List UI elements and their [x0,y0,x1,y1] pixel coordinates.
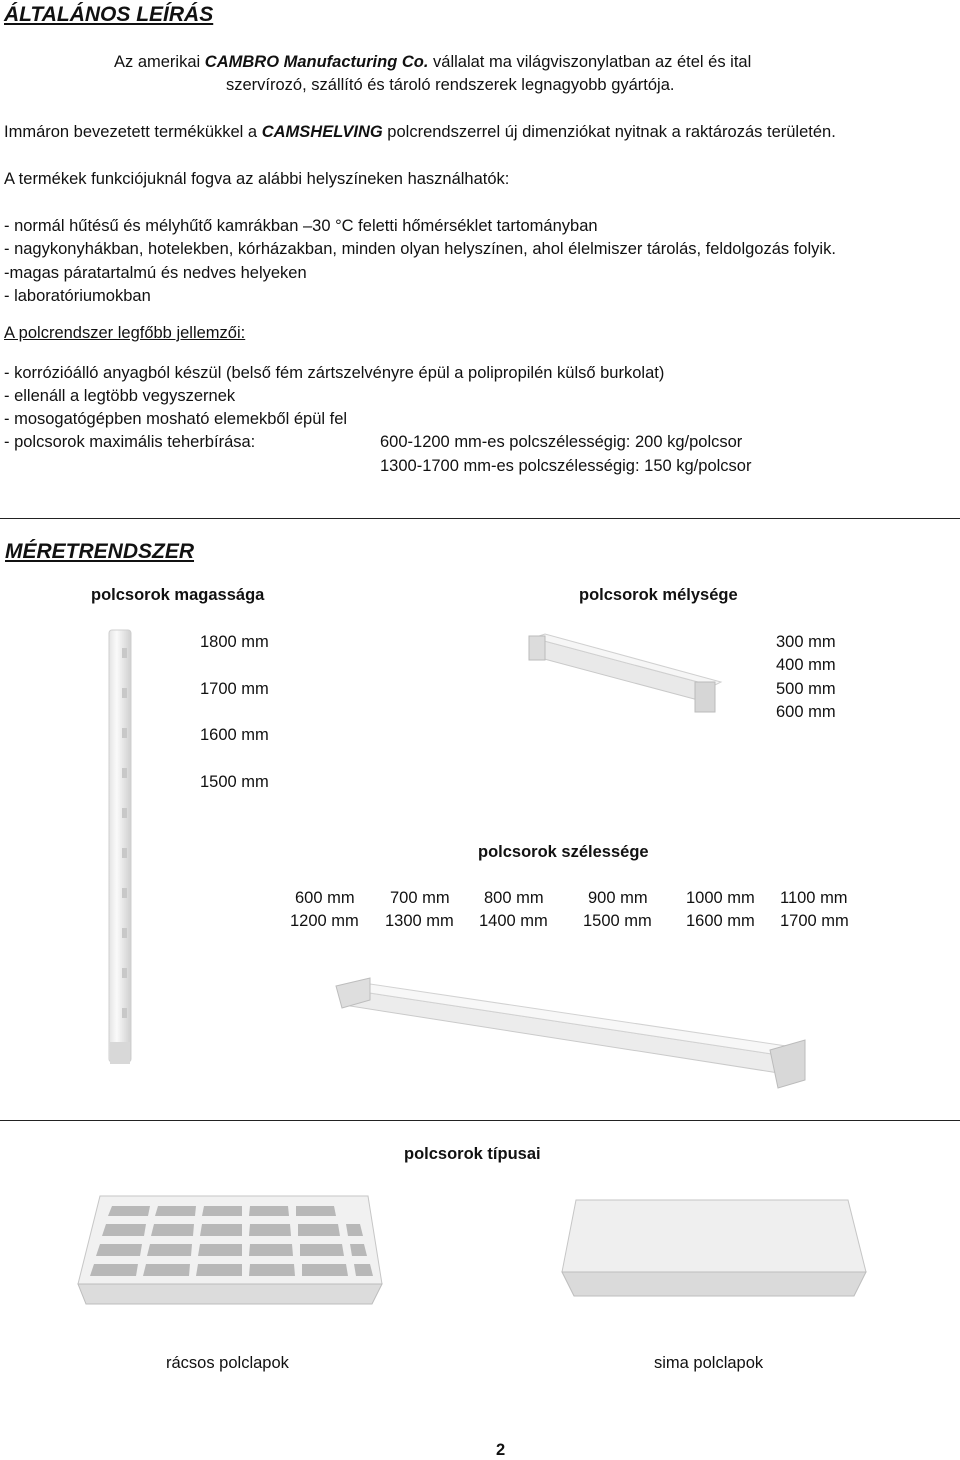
solid-shelf-image [556,1196,876,1306]
cambro-brand: CAMBRO Manufacturing Co. [204,53,429,71]
intro-text-a: Az amerikai [114,53,205,71]
usage-item: - normál hűtésű és mélyhűtő kamrákban –30 °C feletti hőmérséklet tartományban [4,217,598,235]
width-value: 1700 mm [780,912,849,930]
types-title: polcsorok típusai [404,1145,541,1163]
feature-item: - polcsorok maximális teherbírása: [4,433,256,451]
depth-title: polcsorok mélysége [579,586,738,604]
width-value: 1300 mm [385,912,454,930]
section-divider [0,518,960,519]
height-title: polcsorok magassága [91,586,265,604]
depth-value: 300 mm [776,633,836,651]
intro-line-2: szervírozó, szállító és tároló rendszerek legnagyobb gyártója. [226,76,675,94]
vertical-post-image [100,628,140,1068]
height-value: 1600 mm [200,726,269,744]
height-value: 1700 mm [200,680,269,698]
para2-text-a: Immáron bevezetett termékükkel a [4,123,262,141]
width-title: polcsorok szélessége [478,843,649,861]
size-system-heading: MÉRETRENDSZER [5,540,195,563]
page-number: 2 [496,1441,506,1459]
usage-item: - nagykonyhákban, hotelekben, kórházakban, minden olyan helyszínen, ahol élelmiszer tárolás, feldolgozás folyik. [4,240,836,258]
height-value: 1500 mm [200,773,269,791]
load-capacity-2: 1300-1700 mm-es polcszélességig: 150 kg/polcsor [380,457,752,475]
width-value: 1600 mm [686,912,755,930]
camshelving-brand: CAMSHELVING [261,123,383,141]
grid-shelf-label: rácsos polclapok [166,1354,289,1372]
intro-text-b: vállalat ma világviszonylatban az étel és ital [428,53,752,71]
width-value: 700 mm [390,889,450,907]
depth-beam-image [525,628,725,718]
intro-line-1 [114,53,751,72]
width-value: 1400 mm [479,912,548,930]
feature-item: - mosogatógépben mosható elemekből épül fel [4,410,348,428]
depth-value: 500 mm [776,680,836,698]
width-value: 1000 mm [686,889,755,907]
feature-item: - korrózióálló anyagból készül (belső fém zártszelvényre épül a polipropilén külső burkolat) [4,364,665,382]
depth-value: 400 mm [776,656,836,674]
features-title: A polcrendszer legfőbb jellemzői: [4,324,246,342]
width-value: 600 mm [295,889,355,907]
usage-item: - laboratóriumokban [4,287,151,305]
width-value: 1100 mm [780,889,848,907]
solid-shelf-label: sima polclapok [654,1354,764,1372]
depth-value: 600 mm [776,703,836,721]
width-value: 900 mm [588,889,648,907]
load-capacity-1: 600-1200 mm-es polcszélességig: 200 kg/polcsor [380,433,743,451]
usage-item: -magas páratartalmú és nedves helyeken [4,264,307,282]
usage-intro: A termékek funkciójuknál fogva az alábbi helyszíneken használhatók: [4,170,510,188]
camshelving-paragraph [4,123,836,142]
general-description-heading: ÁLTALÁNOS LEÍRÁS [4,3,214,26]
width-value: 1500 mm [583,912,652,930]
height-value: 1800 mm [200,633,269,651]
para2-text-b: polcrendszerrel új dimenziókat nyitnak a raktározás területén. [382,123,836,141]
width-beam-image [330,970,830,1100]
width-value: 800 mm [484,889,544,907]
feature-item: - ellenáll a legtöbb vegyszernek [4,387,236,405]
section-divider [0,1120,960,1121]
width-value: 1200 mm [290,912,359,930]
grid-shelf-image [72,1192,392,1312]
